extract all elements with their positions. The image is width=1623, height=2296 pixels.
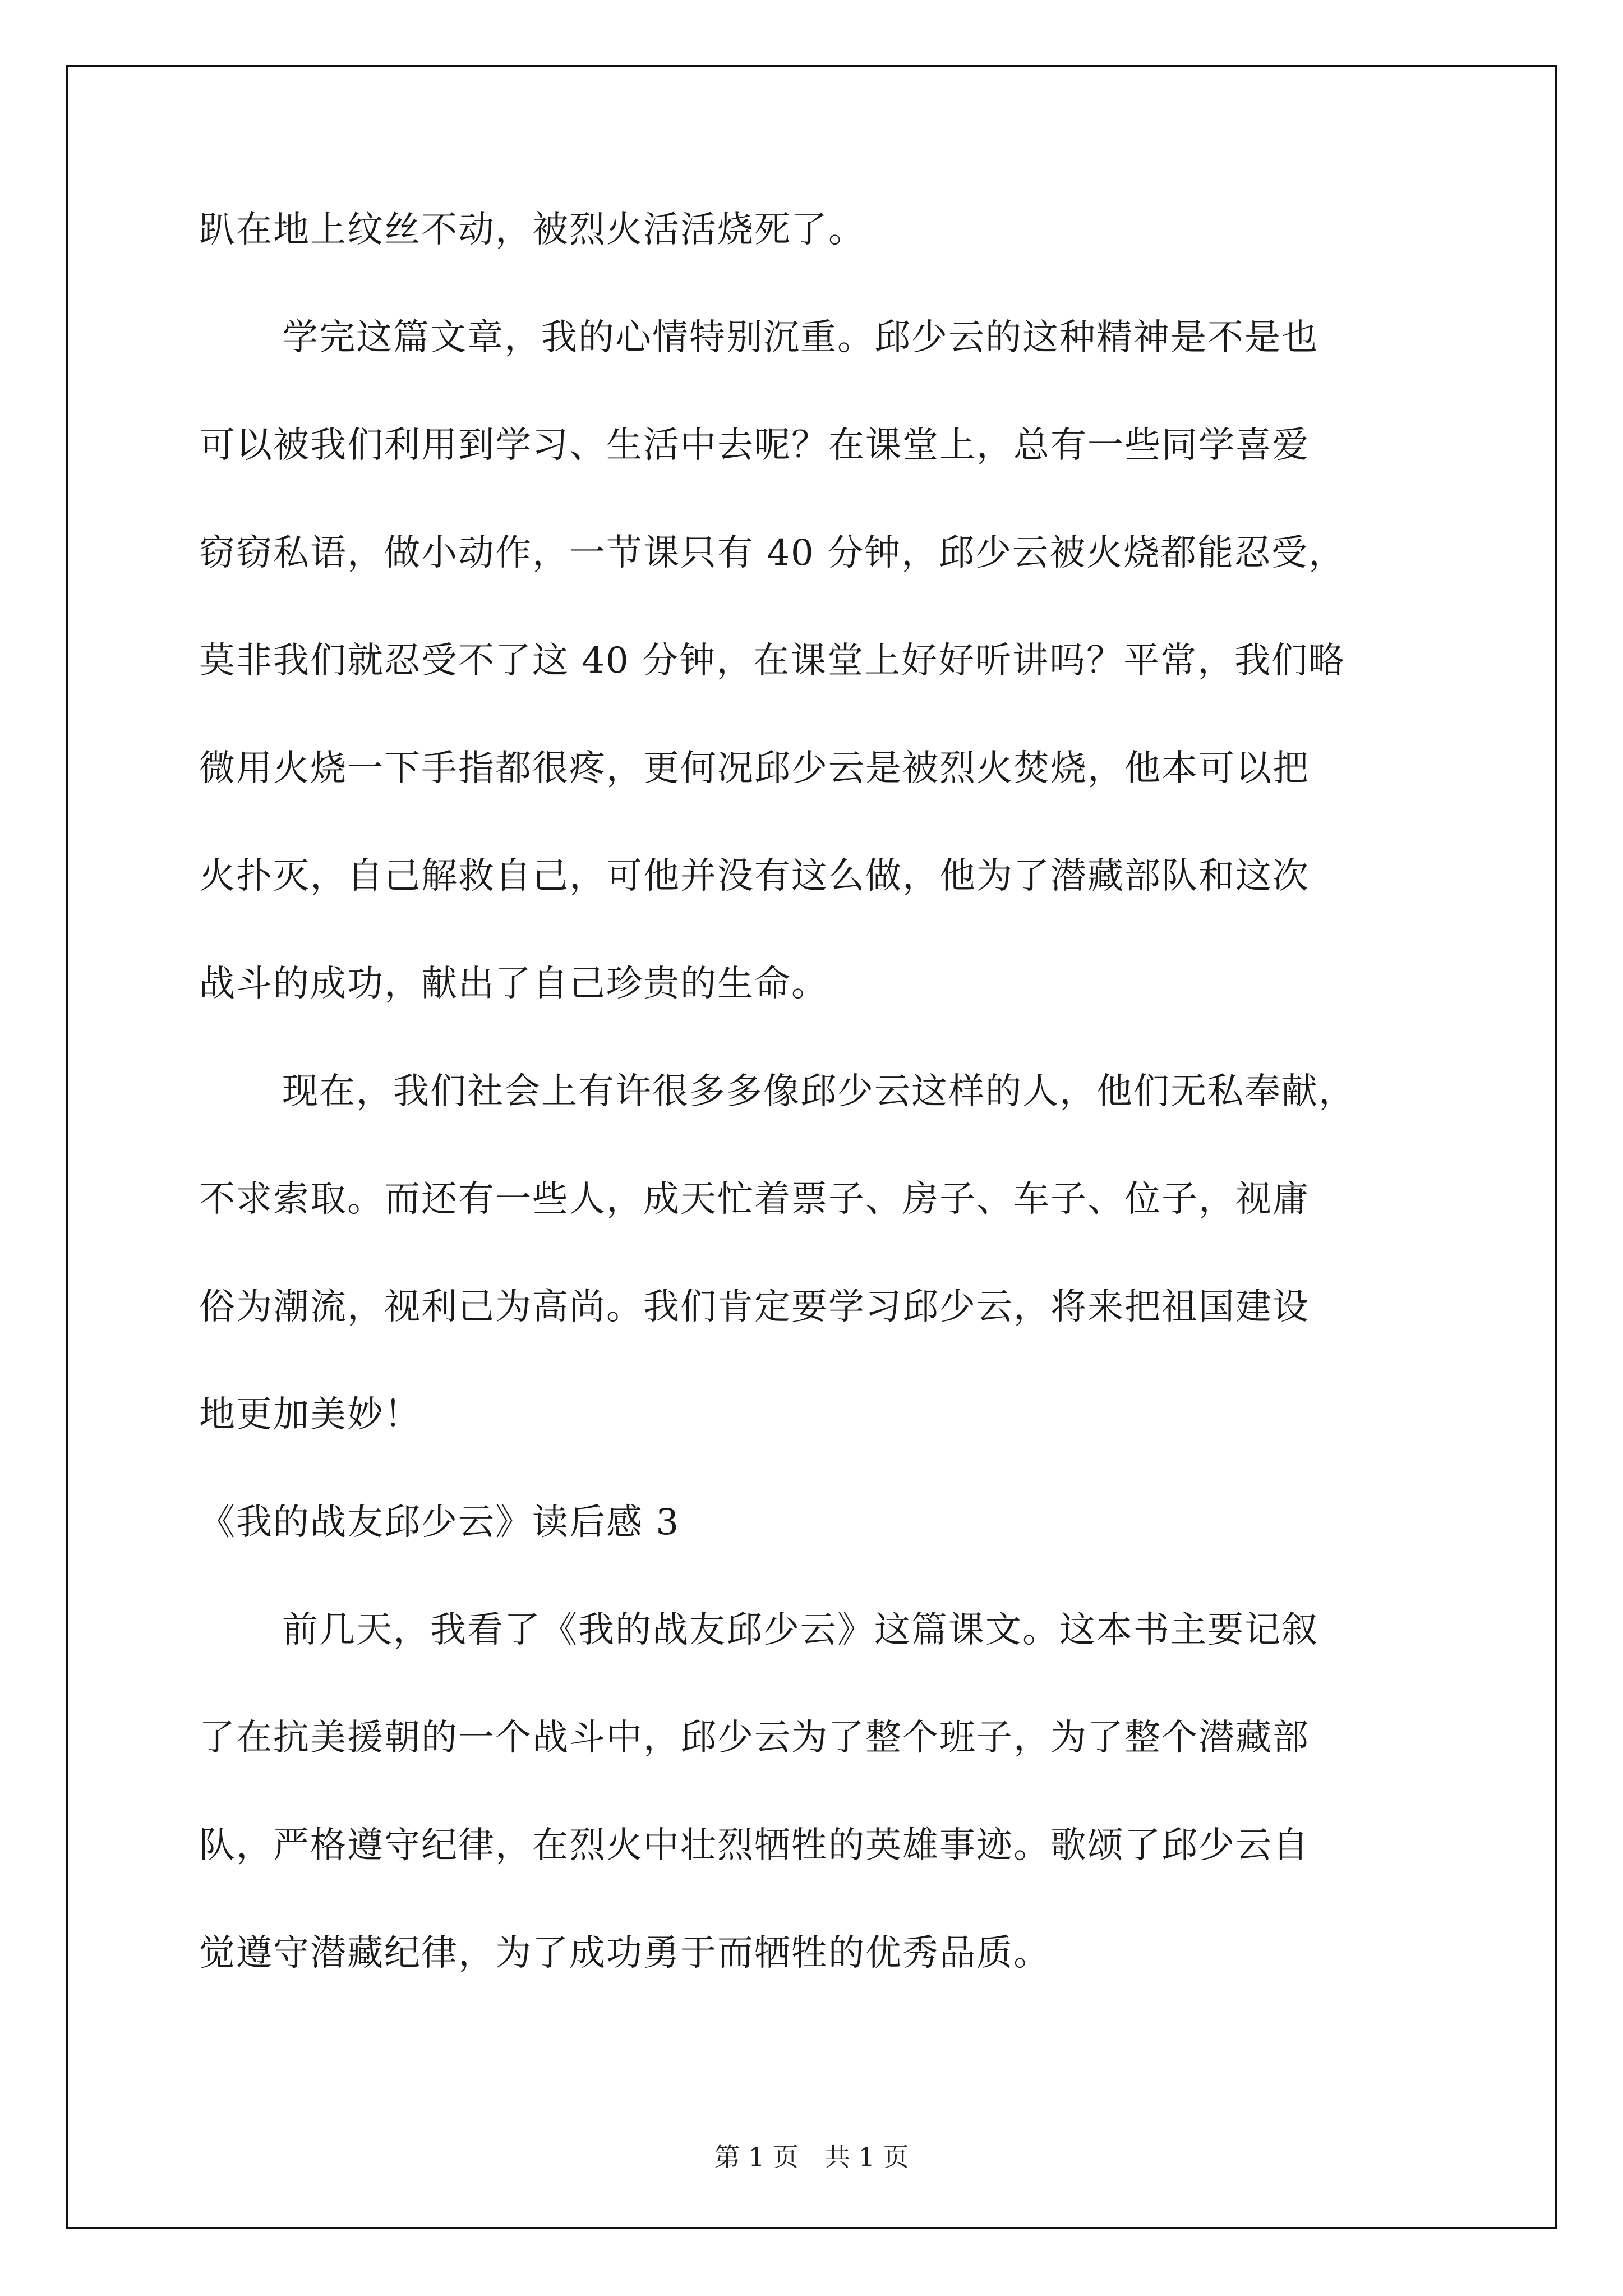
body-line: 火扑灭，自己解救自己，可他并没有这么做，他为了潜藏部队和这次 [199,855,1310,897]
body-line: 战斗的成功，献出了自己珍贵的生命。 [199,963,828,1005]
body-line: 可以被我们利用到学习、生活中去呢？在课堂上，总有一些同学喜爱 [199,425,1310,466]
body-line: 不求索取。而还有一些人，成天忙着票子、房子、车子、位子，视庸 [199,1179,1310,1220]
paragraph-first-line: 前几天，我看了《我的战友邱少云》这篇课文。这本书主要记叙 [282,1609,1318,1651]
body-line: 队，严格遵守纪律，在烈火中壮烈牺牲的英雄事迹。歌颂了邱少云自 [199,1825,1310,1866]
paragraph-first-line: 现在，我们社会上有许很多多像邱少云这样的人，他们无私奉献， [282,1071,1355,1112]
section-heading: 《我的战友邱少云》读后感 3 [199,1502,680,1543]
paragraph-first-line: 学完这篇文章，我的心情特别沉重。邱少云的这种精神是不是也 [282,317,1318,358]
body-line: 趴在地上纹丝不动，被烈火活活烧死了。 [199,209,865,251]
page-border [66,65,1557,2229]
body-line: 微用火烧一下手指都很疼，更何况邱少云是被烈火焚烧，他本可以把 [199,748,1310,789]
body-line: 了在抗美援朝的一个战斗中，邱少云为了整个班子，为了整个潜藏部 [199,1717,1310,1759]
body-line: 地更加美妙！ [199,1394,421,1435]
body-line: 莫非我们就忍受不了这 40 分钟，在课堂上好好听讲吗？平常，我们略 [199,640,1346,682]
body-line: 觉遵守潜藏纪律，为了成功勇于而牺牲的优秀品质。 [199,1932,1050,1974]
body-line: 窃窃私语，做小动作，一节课只有 40 分钟，邱少云被火烧都能忍受， [199,532,1346,574]
body-line: 俗为潮流，视利己为高尚。我们肯定要学习邱少云，将来把祖国建设 [199,1286,1310,1328]
page-number-footer: 第 1 页 共 1 页 [714,2142,909,2172]
